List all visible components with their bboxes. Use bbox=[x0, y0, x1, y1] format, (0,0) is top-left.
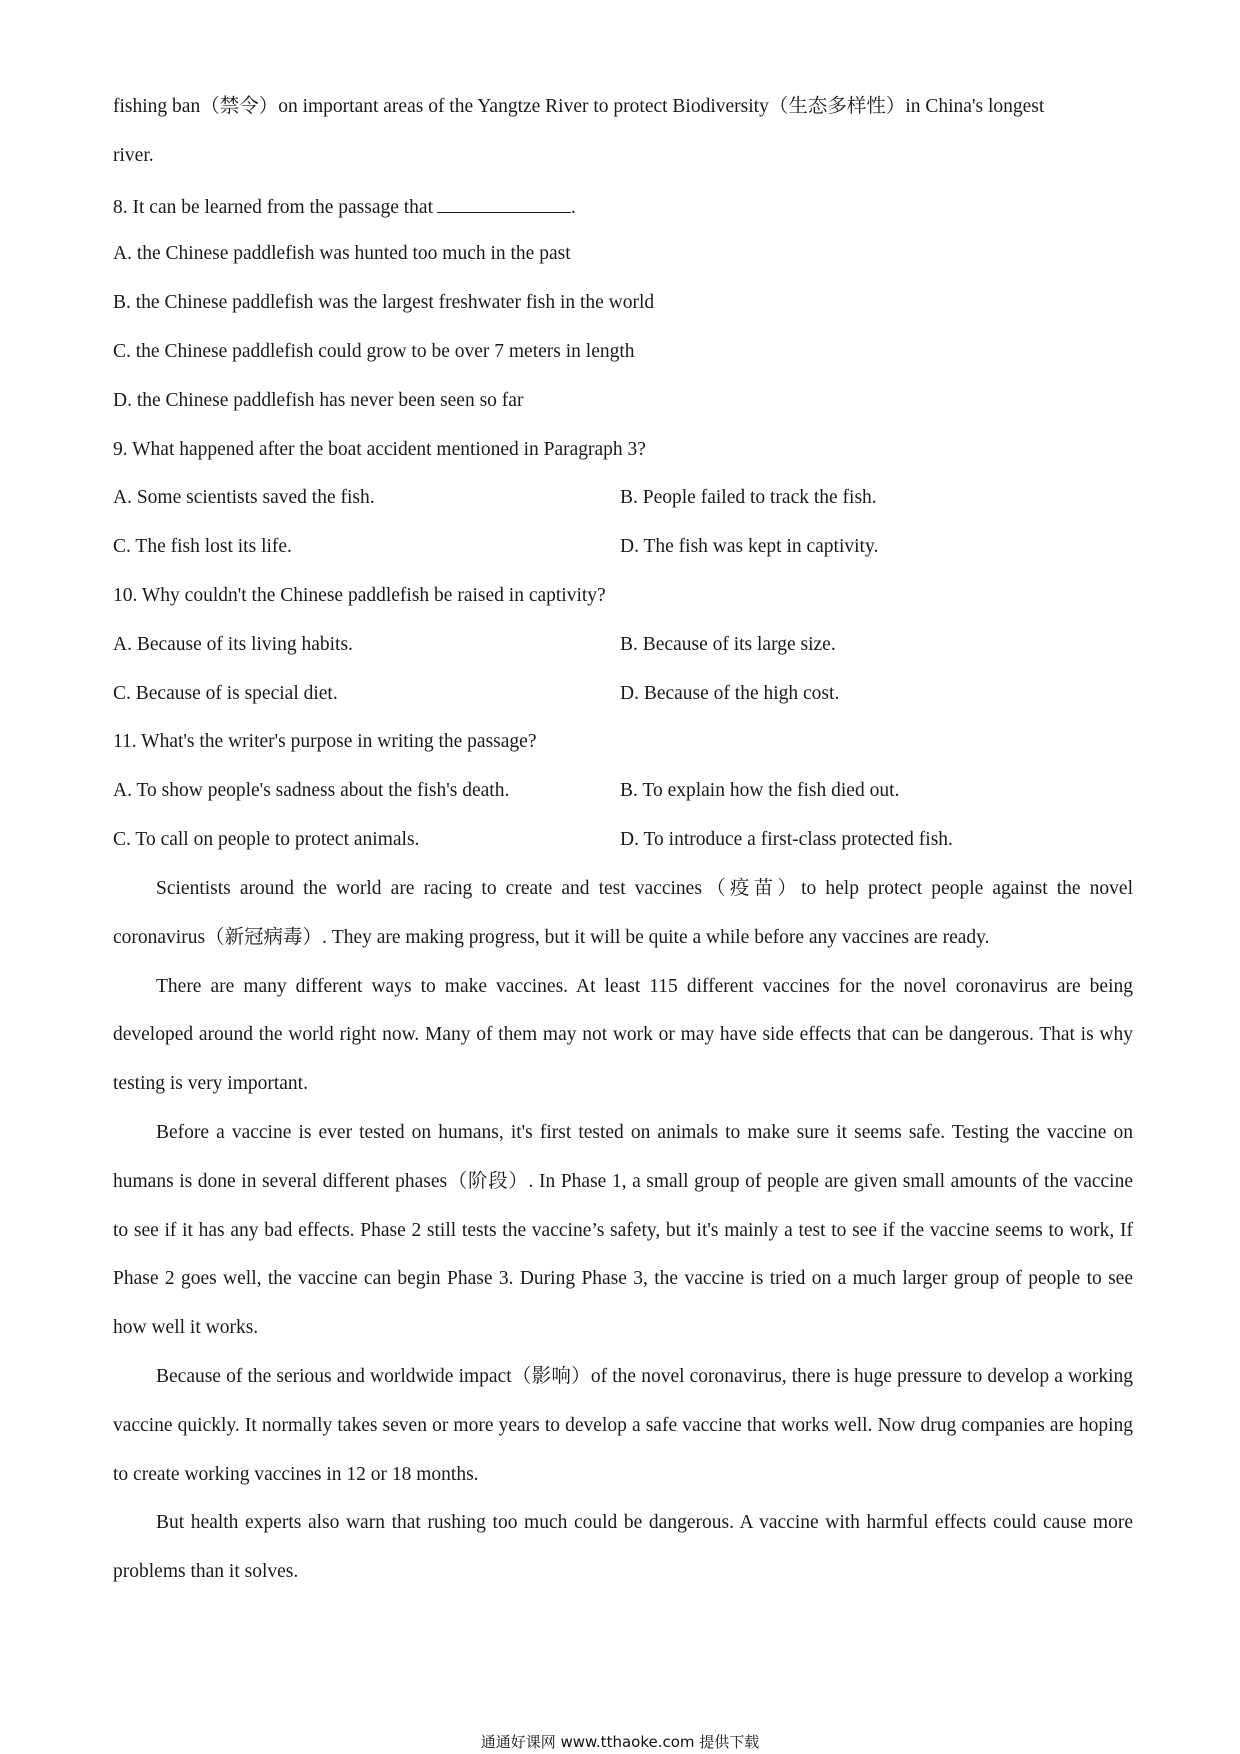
passage-paragraph-5: But health experts also warn that rushing too much could be dangerous. A vaccine with harmful effects could cause more problems than it solves. bbox=[113, 1512, 1133, 1583]
question-8-option-c: C. the Chinese paddlefish could grow to be over 7 meters in length bbox=[113, 340, 635, 362]
question-10-options-row-2 bbox=[113, 682, 1133, 706]
document-page bbox=[113, 96, 1133, 1597]
question-9-option-d: D. The fish was kept in captivity. bbox=[620, 536, 879, 558]
question-10-options-row-1 bbox=[113, 633, 1133, 657]
question-9-options-row-1 bbox=[113, 486, 1133, 510]
passage-paragraph-1: Scientists around the world are racing to create and test vaccines（疫苗）to help protect people against the novel coronavirus（新冠病毒）. They are making progress, but it will be quite a while before any vaccines are ready. bbox=[113, 877, 1133, 948]
question-10-option-c: C. Because of is special diet. bbox=[113, 682, 338, 704]
question-9-option-b: B. People failed to track the fish. bbox=[620, 487, 877, 509]
question-8-stem: 8. It can be learned from the passage that . bbox=[113, 194, 1133, 218]
question-10-option-d: D. Because of the high cost. bbox=[620, 682, 840, 704]
question-10-option-b: B. Because of its large size. bbox=[620, 633, 836, 655]
question-11-options-row-2 bbox=[113, 828, 1133, 852]
question-8-option-d: D. the Chinese paddlefish has never been seen so far bbox=[113, 389, 524, 411]
question-11-option-b: B. To explain how the fish died out. bbox=[620, 780, 900, 802]
intro-line-2: river. bbox=[113, 144, 154, 166]
question-11-option-d: D. To introduce a first-class protected fish. bbox=[620, 828, 953, 850]
question-8-option-a: A. the Chinese paddlefish was hunted too much in the past bbox=[113, 243, 571, 265]
question-11-option-c: C. To call on people to protect animals. bbox=[113, 828, 420, 850]
passage-paragraph-4: Because of the serious and worldwide impact（影响）of the novel coronavirus, there is huge pressure to develop a working vaccine quickly. It normally takes seven or more years to develop a safe vaccine that works well. Now drug companies are hoping to create working vaccines in 12 or 18 months. bbox=[113, 1365, 1133, 1485]
answer-blank bbox=[437, 194, 571, 213]
page-footer-watermark: 通通好课网 www.tthaoke.com 提供下载 bbox=[480, 1733, 760, 1751]
passage-paragraph-2: There are many different ways to make vaccines. At least 115 different vaccines for the novel coronavirus are being developed around the world right now. Many of them may not work or may have side effects that can be dangerous. That is why testing is very important. bbox=[113, 975, 1133, 1095]
question-11-stem: 11. What's the writer's purpose in writing the passage? bbox=[113, 731, 537, 753]
intro-line-1: fishing ban（禁令）on important areas of the Yangtze River to protect Biodiversity（生态多样性）in China's longest bbox=[113, 96, 1045, 117]
question-9-options-row-2 bbox=[113, 535, 1133, 559]
intro-paragraph bbox=[113, 83, 1133, 181]
question-11-option-a: A. To show people's sadness about the fish's death. bbox=[113, 780, 510, 802]
question-9-stem: 9. What happened after the boat accident mentioned in Paragraph 3? bbox=[113, 438, 646, 460]
question-10-stem: 10. Why couldn't the Chinese paddlefish be raised in captivity? bbox=[113, 584, 606, 606]
question-9-option-c: C. The fish lost its life. bbox=[113, 536, 292, 558]
question-11-options-row-1 bbox=[113, 779, 1133, 803]
question-10-option-a: A. Because of its living habits. bbox=[113, 633, 353, 655]
passage-paragraph-3: Before a vaccine is ever tested on humans, it's first tested on animals to make sure it seems safe. Testing the vaccine on humans is done in several different phases（阶段）. In Phase 1, a small group of people are given small amounts of the vaccine to see if it has any bad effects. Phase 2 still tests the vaccine’s safety, but it's mainly a test to see if the vaccine seems to work, If Phase 2 goes well, the vaccine can begin Phase 3. During Phase 3, the vaccine is tried on a much larger group of people to see how well it works. bbox=[113, 1121, 1133, 1339]
question-9-option-a: A. Some scientists saved the fish. bbox=[113, 487, 375, 509]
question-8-option-b: B. the Chinese paddlefish was the largest freshwater fish in the world bbox=[113, 292, 655, 314]
